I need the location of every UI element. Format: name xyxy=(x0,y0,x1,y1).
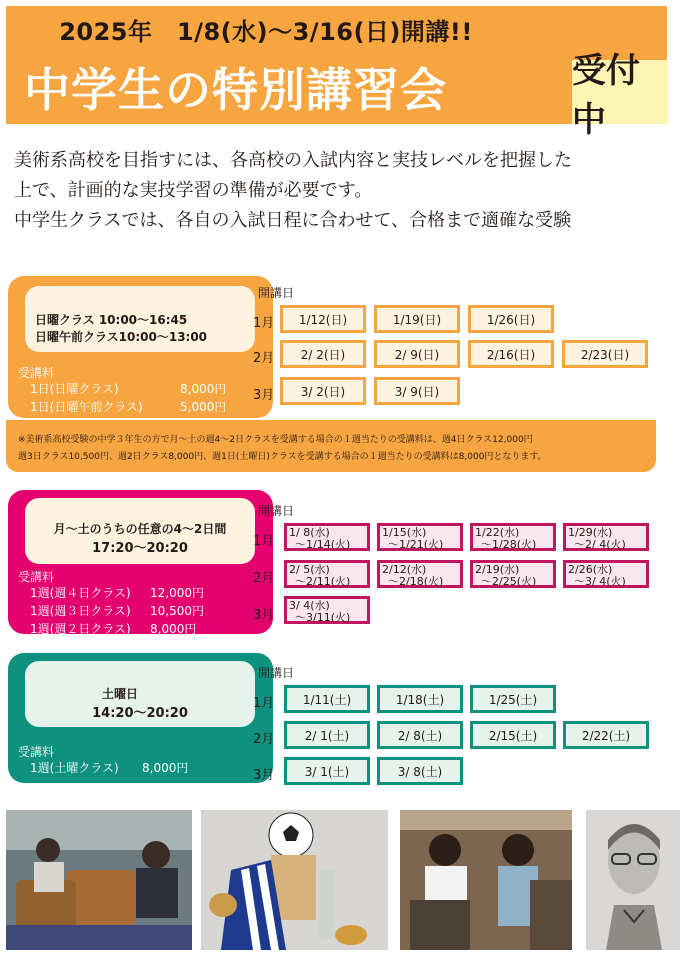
date-box xyxy=(284,560,370,588)
fee-price: 10,500円 xyxy=(150,604,204,618)
photo-students-sculpting xyxy=(6,810,192,950)
fee-row xyxy=(30,380,226,398)
date-box: 2/ 9(日) xyxy=(374,340,460,368)
date-box: 2/ 8(土) xyxy=(377,721,463,749)
class-time-line: 月～土のうちの任意の4～2日間 xyxy=(53,522,227,536)
date-box: 2/16(日) xyxy=(468,340,554,368)
intro-line: 上で、計画的な実技学習の準備が必要です。 xyxy=(14,180,373,201)
month-label: 3月 xyxy=(253,768,275,783)
date-box xyxy=(284,596,370,624)
fee-row xyxy=(30,620,204,638)
date-box: 2/15(土) xyxy=(470,721,556,749)
class-time-line: 日曜午前クラス10:00～13:00 xyxy=(35,330,208,344)
week-start: 3/ 4(水) xyxy=(289,599,330,612)
date-box xyxy=(284,523,370,551)
date-box: 3/ 1(土) xyxy=(284,757,370,785)
fee-label: 受講料 xyxy=(18,570,55,584)
date-box xyxy=(563,560,649,588)
intro-line: 中学生クラスでは、各自の入試日程に合わせて、合格まで適確な受験 xyxy=(14,210,572,231)
header-banner xyxy=(6,6,667,140)
week-start: 1/29(水) xyxy=(568,526,613,539)
intro-text xyxy=(14,146,674,236)
month-label: 2月 xyxy=(253,732,275,747)
date-box: 1/25(土) xyxy=(470,685,556,713)
date-box: 1/11(土) xyxy=(284,685,370,713)
month-label: 1月 xyxy=(253,316,275,331)
saturday-class-time xyxy=(25,661,255,727)
date-box: 2/23(日) xyxy=(562,340,648,368)
fee-name: 1週(週４日クラス) xyxy=(30,586,131,600)
fee-price: 8,000円 xyxy=(180,382,227,396)
month-label: 1月 xyxy=(253,696,275,711)
date-box: 3/ 9(日) xyxy=(374,377,460,405)
week-start: 1/ 8(水) xyxy=(289,526,330,539)
fee-name: 1週(週２日クラス) xyxy=(30,622,131,636)
fee-price: 8,000円 xyxy=(150,622,197,636)
class-time-line: 日曜クラス 10:00～16:45 xyxy=(35,313,188,327)
saturday-class-panel xyxy=(8,653,273,783)
week-end: ～2/18(火) xyxy=(388,575,444,588)
month-label: 2月 xyxy=(253,351,275,366)
header-date-line: 2025年 1/8(水)～3/16(日)開講!! xyxy=(59,18,473,46)
date-box: 1/12(日) xyxy=(280,305,366,333)
fee-row xyxy=(30,602,204,620)
date-box: 3/ 2(日) xyxy=(280,377,366,405)
sunday-class-time xyxy=(25,286,255,352)
date-box xyxy=(470,560,556,588)
schedule-label: 開講日 xyxy=(258,504,295,518)
date-box: 2/ 2(日) xyxy=(280,340,366,368)
date-box: 1/26(日) xyxy=(468,305,554,333)
week-end: ～1/28(火) xyxy=(481,538,537,551)
fee-list xyxy=(30,584,204,638)
date-box xyxy=(563,523,649,551)
sunday-class-panel xyxy=(8,276,273,418)
date-box xyxy=(470,523,556,551)
schedule-label: 開講日 xyxy=(258,286,295,300)
week-end: ～2/25(火) xyxy=(481,575,537,588)
schedule-label: 開講日 xyxy=(258,666,295,680)
week-end: ～2/ 4(火) xyxy=(574,538,626,551)
week-end: ～1/14(火) xyxy=(295,538,351,551)
month-label: 2月 xyxy=(253,571,275,586)
fee-name: 1日(日曜クラス) xyxy=(30,382,119,396)
fee-label: 受講料 xyxy=(18,366,55,380)
date-box xyxy=(377,523,463,551)
page-title: 中学生の特別講習会 xyxy=(24,63,447,117)
week-start: 2/ 5(水) xyxy=(289,563,330,576)
date-box: 1/18(土) xyxy=(377,685,463,713)
week-end: ～2/11(火) xyxy=(295,575,351,588)
status-badge: 受付中 xyxy=(572,60,668,124)
week-start: 2/12(水) xyxy=(382,563,427,576)
photo-students-drawing xyxy=(400,810,572,950)
class-time-line: 14:20～20:20 xyxy=(92,706,188,721)
week-end: ～3/ 4(火) xyxy=(574,575,626,588)
fee-row xyxy=(30,398,226,416)
photo-still-life xyxy=(201,810,388,950)
week-end: ～1/21(火) xyxy=(388,538,444,551)
fee-name: 1日(日曜午前クラス) xyxy=(30,400,143,414)
intro-line: 美術系高校を目指すには、各高校の入試内容と実技レベルを把握した xyxy=(14,150,572,171)
date-box: 2/ 1(土) xyxy=(284,721,370,749)
date-box: 1/19(日) xyxy=(374,305,460,333)
sunday-fee-note xyxy=(6,420,656,472)
fee-price: 8,000円 xyxy=(142,761,189,775)
fee-name: 1週(週３日クラス) xyxy=(30,604,131,618)
month-label: 3月 xyxy=(253,608,275,623)
week-start: 1/22(水) xyxy=(475,526,520,539)
class-time-line: 土曜日 xyxy=(101,687,138,701)
week-start: 2/26(水) xyxy=(568,563,613,576)
fee-name: 1週(土曜クラス) xyxy=(30,761,119,775)
week-start: 1/15(水) xyxy=(382,526,427,539)
class-time-line: 17:20～20:20 xyxy=(92,541,188,556)
fee-label: 受講料 xyxy=(18,745,55,759)
date-box: 2/22(土) xyxy=(563,721,649,749)
month-label: 1月 xyxy=(253,534,275,549)
month-label: 3月 xyxy=(253,388,275,403)
week-start: 2/19(水) xyxy=(475,563,520,576)
note-line: ※美術系高校受験の中学３年生の方で月～土の週4～2日クラスを受講する場合の１週当たりの受講料は、週4日クラス12,000円 xyxy=(18,435,533,445)
note-line: 週3日クラス10,500円、週2日クラス8,000円、週1日(土曜日)クラスを受講する場合の１週当たりの受講料は8,000円となります。 xyxy=(18,452,547,462)
fee-row xyxy=(30,759,188,777)
weekday-class-panel xyxy=(8,490,273,634)
photo-pencil-portrait xyxy=(586,810,680,950)
fee-list xyxy=(30,380,226,416)
fee-price: 12,000円 xyxy=(150,586,204,600)
date-box xyxy=(377,560,463,588)
fee-row xyxy=(30,584,204,602)
week-end: ～3/11(火) xyxy=(295,611,351,624)
fee-price: 5,000円 xyxy=(180,400,227,414)
fee-list xyxy=(30,759,188,777)
date-box: 3/ 8(土) xyxy=(377,757,463,785)
weekday-class-time xyxy=(25,498,255,564)
